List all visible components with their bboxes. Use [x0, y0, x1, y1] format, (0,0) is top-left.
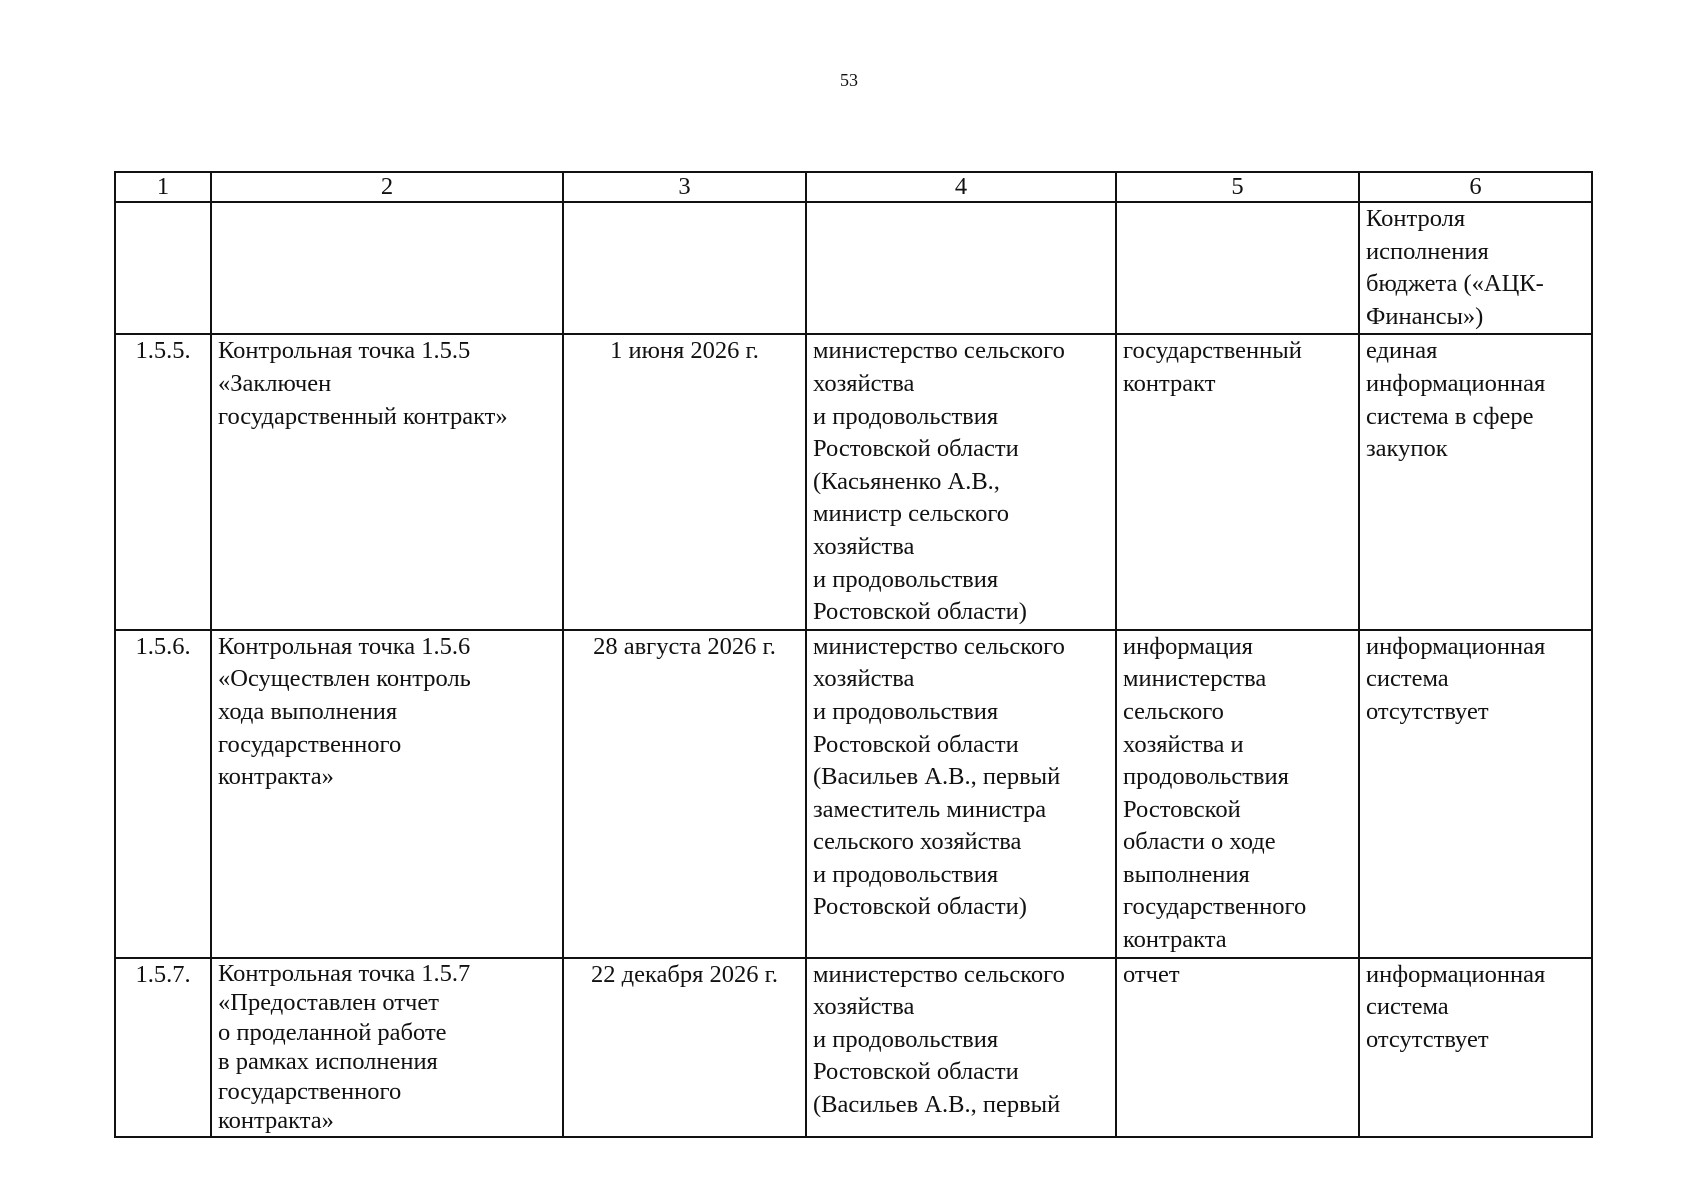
cell-title — [211, 334, 563, 629]
cell-line: Ростовской — [1123, 795, 1241, 823]
cell-line: закупок — [1366, 435, 1448, 463]
cell-responsible — [806, 202, 1116, 334]
cell-line: Ростовской области) — [813, 893, 1027, 921]
cell-line: информационная — [1366, 369, 1546, 397]
cell-line: Ростовской области — [813, 435, 1019, 463]
cell-date: 1 июня 2026 г. — [563, 334, 806, 629]
cell-line: министерство сельского — [813, 960, 1065, 988]
cell-document — [1116, 958, 1359, 1137]
cell-line: «Предоставлен отчет — [218, 989, 439, 1017]
table-row-1-5-7 — [115, 958, 1592, 1137]
cell-line: и продовольствия — [813, 860, 999, 888]
column-number-4: 4 — [806, 172, 1116, 202]
cell-line: области о ходе — [1123, 828, 1276, 856]
cell-line: государственного — [218, 1077, 402, 1105]
table-header-row — [115, 172, 1592, 202]
cell-line: контракта — [1123, 926, 1227, 954]
cell-date — [563, 202, 806, 334]
cell-line: (Касьяненко А.В., — [813, 467, 1000, 495]
cell-line: государственного — [218, 730, 402, 758]
cell-date: 28 августа 2026 г. — [563, 630, 806, 958]
cell-line: хода выполнения — [218, 697, 398, 725]
cell-line: информационная — [1366, 632, 1546, 660]
cell-line: Контрольная точка 1.5.7 — [218, 959, 471, 987]
cell-line: контракта» — [218, 1107, 334, 1135]
cell-line: Ростовской области — [813, 1058, 1019, 1086]
column-number-3: 3 — [563, 172, 806, 202]
cell-line: «Заключен — [218, 369, 332, 397]
cell-system — [1359, 334, 1592, 629]
cell-line: система — [1366, 665, 1449, 693]
cell-document — [1116, 334, 1359, 629]
table-row-1-5-6 — [115, 630, 1592, 958]
cell-line: государственного — [1123, 893, 1307, 921]
page-number: 53 — [840, 70, 858, 90]
cell-system — [1359, 958, 1592, 1137]
cell-system — [1359, 202, 1592, 334]
cell-line: министерства — [1123, 665, 1267, 693]
cell-line: хозяйства и — [1123, 730, 1244, 758]
cell-responsible — [806, 958, 1116, 1137]
cell-num — [115, 202, 211, 334]
cell-line: хозяйства — [813, 369, 915, 397]
cell-responsible — [806, 334, 1116, 629]
cell-document — [1116, 630, 1359, 958]
cell-line: в рамках исполнения — [218, 1048, 438, 1076]
cell-line: министерство сельского — [813, 632, 1065, 660]
cell-line: хозяйства — [813, 993, 915, 1021]
cell-line: и продовольствия — [813, 565, 999, 593]
cell-line: информационная — [1366, 960, 1546, 988]
cell-line: система — [1366, 993, 1449, 1021]
cell-title — [211, 958, 563, 1137]
cell-line: заместитель министра — [813, 795, 1047, 823]
column-number-5: 5 — [1116, 172, 1359, 202]
cell-num: 1.5.7. — [115, 958, 211, 1137]
cell-line: (Васильев А.В., первый — [813, 1091, 1061, 1119]
cell-line: отсутствует — [1366, 1025, 1489, 1053]
cell-line: государственный контракт» — [218, 402, 508, 430]
cell-line: и продовольствия — [813, 402, 999, 430]
cell-line: министерство сельского — [813, 337, 1065, 365]
column-number-1: 1 — [115, 172, 211, 202]
cell-line: исполнения — [1366, 237, 1489, 265]
cell-line: о проделанной работе — [218, 1018, 447, 1046]
cell-line: отсутствует — [1366, 697, 1489, 725]
cell-line: отчет — [1123, 960, 1180, 988]
cell-title — [211, 202, 563, 334]
cell-line: и продовольствия — [813, 697, 999, 725]
cell-line: бюджета («АЦК- — [1366, 270, 1544, 298]
cell-line: система в сфере — [1366, 402, 1534, 430]
cell-document — [1116, 202, 1359, 334]
table-row-1-5-5 — [115, 334, 1592, 629]
cell-line: министр сельского — [813, 500, 1010, 528]
cell-system — [1359, 630, 1592, 958]
cell-line: Ростовской области — [813, 730, 1019, 758]
cell-line: Контрольная точка 1.5.5 — [218, 337, 471, 365]
cell-line: государственный — [1123, 337, 1302, 365]
cell-line: и продовольствия — [813, 1025, 999, 1053]
cell-line: контракт — [1123, 369, 1216, 397]
cell-line: продовольствия — [1123, 763, 1289, 791]
cell-line: Финансы») — [1366, 302, 1484, 330]
column-number-6: 6 — [1359, 172, 1592, 202]
cell-title — [211, 630, 563, 958]
cell-line: «Осуществлен контроль — [218, 665, 471, 693]
cell-responsible — [806, 630, 1116, 958]
cell-line: Ростовской области) — [813, 598, 1027, 626]
cell-line: хозяйства — [813, 665, 915, 693]
cell-line: выполнения — [1123, 860, 1250, 888]
cell-line: хозяйства — [813, 532, 915, 560]
cell-line: Контроля — [1366, 205, 1466, 232]
table-row-continuation — [115, 202, 1592, 334]
column-number-2: 2 — [211, 172, 563, 202]
cell-line: сельского хозяйства — [813, 828, 1022, 856]
cell-line: единая — [1366, 337, 1438, 365]
cell-line: (Васильев А.В., первый — [813, 763, 1061, 791]
cell-line: информация — [1123, 632, 1253, 660]
cell-num: 1.5.5. — [115, 334, 211, 629]
cell-num: 1.5.6. — [115, 630, 211, 958]
cell-date: 22 декабря 2026 г. — [563, 958, 806, 1137]
cell-line: сельского — [1123, 697, 1224, 725]
cell-line: Контрольная точка 1.5.6 — [218, 632, 471, 660]
control-points-table — [114, 171, 1593, 1138]
cell-line: контракта» — [218, 763, 334, 791]
